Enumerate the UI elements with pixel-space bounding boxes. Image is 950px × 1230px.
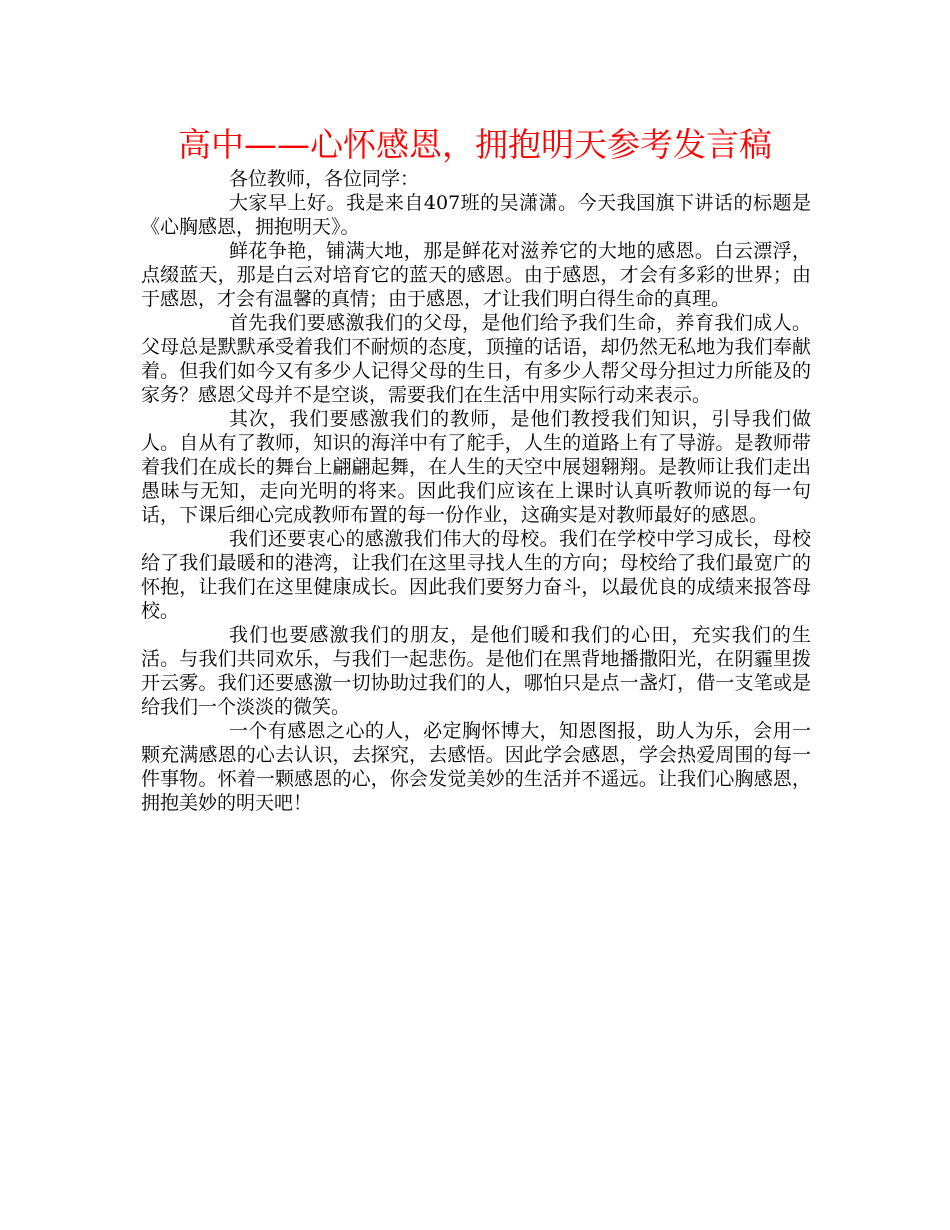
document-title: 高中——心怀感恩，拥抱明天参考发言稿 — [178, 125, 772, 164]
paragraph-friends: 我们也要感激我们的朋友，是他们暖和我们的心田，充实我们的生活。与我们共同欢乐，与我们一起悲伤。是他们在黑背地播撒阳光，在阴霾里拨开云雾。我们还要感激一切协助过我们的人，哪怕只是点一盏灯，借一支笔或是给我们一个淡淡的微笑。 — [141, 624, 811, 718]
paragraph-parents: 首先我们要感激我们的父母，是他们给予我们生命，养育我们成人。父母总是默默承受着我们不耐烦的态度，顶撞的话语，却仍然无私地为我们奉献着。但我们如今又有多少人记得父母的生日，有多少人帮父母分担过力所能及的家务？感恩父母并不是空谈，需要我们在生活中用实际行动来表示。 — [141, 312, 811, 406]
paragraph-intro: 鲜花争艳，铺满大地，那是鲜花对滋养它的大地的感恩。白云漂浮，点缀蓝天，那是白云对培育它的蓝天的感恩。由于感恩，才会有多彩的世界；由于感恩，才会有温馨的真情；由于感恩，才让我们明白得生命的真理。 — [141, 240, 811, 310]
paragraph-teachers: 其次，我们要感激我们的教师，是他们教授我们知识，引导我们做人。自从有了教师，知识的海洋中有了舵手，人生的道路上有了导游。是教师带着我们在成长的舞台上翩翩起舞，在人生的天空中展翅翱翔。是教师让我们走出愚昧与无知，走向光明的将来。因此我们应该在上课时认真听教师说的每一句话，下课后细心完成教师布置的每一份作业，这确实是对教师最好的感恩。 — [141, 408, 811, 526]
paragraph-greeting: 大家早上好。我是来自407班的吴潇潇。今天我国旗下讲话的标题是《心胸感恩，拥抱明天》。 — [141, 192, 811, 238]
document-body — [141, 167, 811, 815]
paragraph-salutation: 各位教师，各位同学： — [229, 168, 420, 190]
paragraph-school: 我们还要衷心的感激我们伟大的母校。我们在学校中学习成长，母校给了我们最暖和的港湾，让我们在这里寻找人生的方向；母校给了我们最宽广的怀抱，让我们在这里健康成长。因此我们要努力奋斗，以最优良的成绩来报答母校。 — [141, 528, 811, 622]
paragraph-conclusion: 一个有感恩之心的人，必定胸怀博大，知恩图报，助人为乐，会用一颗充满感恩的心去认识，去探究，去感悟。因此学会感恩，学会热爱周围的每一件事物。怀着一颗感恩的心，你会发觉美妙的生活并不遥远。让我们心胸感恩，拥抱美妙的明天吧！ — [141, 720, 811, 814]
